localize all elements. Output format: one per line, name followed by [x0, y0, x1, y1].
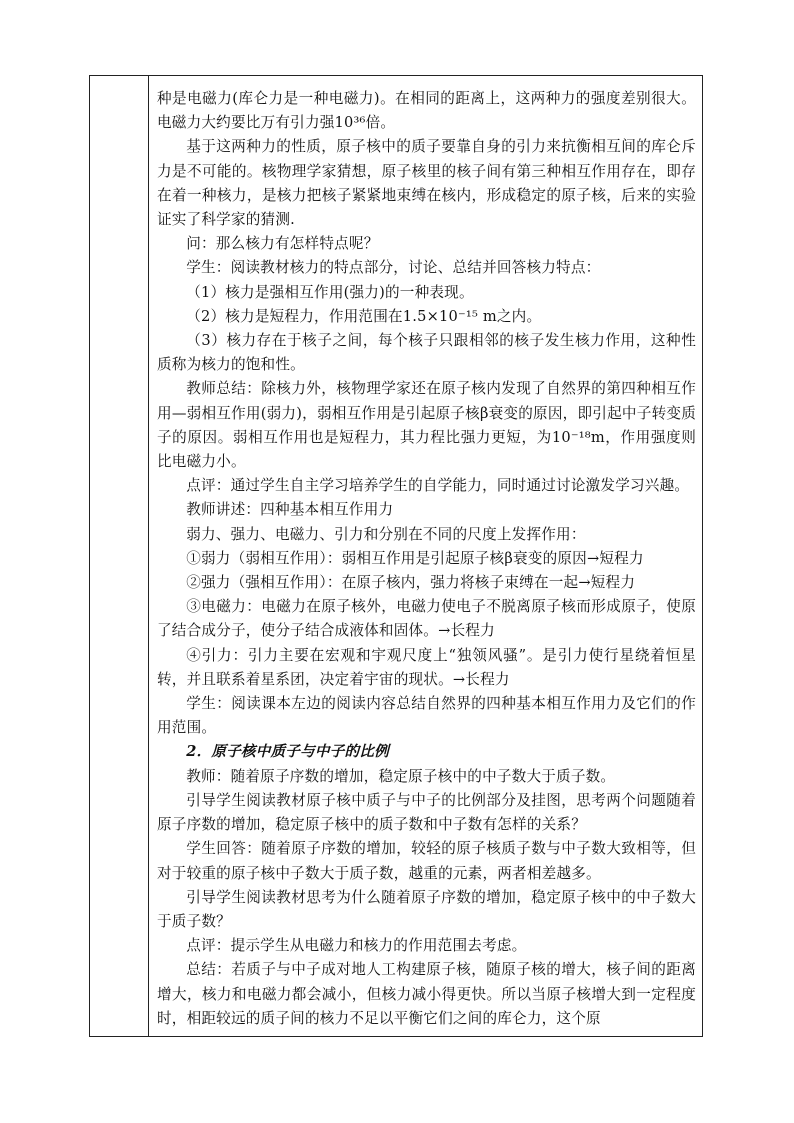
paragraph: ②强力（强相互作用）：在原子核内，强力将核子束缚在一起→短程力	[186, 574, 636, 592]
table-right-column	[149, 76, 702, 1036]
table-left-column	[90, 76, 149, 1036]
paragraph: （3）核力存在于核子之间，每个核子只跟相邻的核子发生核力作用，这种性质称为核力的饱和性。	[157, 332, 696, 374]
paragraph: 学生：阅读教材核力的特点部分，讨论、总结并回答核力特点：	[186, 259, 601, 277]
paragraph: ③电磁力：电磁力在原子核外，电磁力使电子不脱离原子核而形成原子，使原了结合成分子，使分子结合成液体和固体。→长程力	[157, 598, 696, 640]
paragraph: 问：那么核力有怎样特点呢？	[186, 235, 379, 253]
paragraph: ④引力：引力主要在宏观和宇观尺度上“独领风骚”。是引力使行星绕着恒星转，并且联系着星系团，决定着宇宙的现状。→长程力	[157, 646, 696, 688]
section-heading: 2．原子核中质子与中子的比例	[186, 743, 389, 761]
paragraph: 教师：随着原子序数的增加，稳定原子核中的中子数大于质子数。	[186, 767, 616, 785]
lesson-content	[157, 87, 696, 1031]
lesson-table	[89, 75, 703, 1037]
paragraph: 学生回答：随着原子序数的增加，较轻的原子核质子数与中子数大致相等，但对于较重的原子核中子数大于质子数，越重的元素，两者相差越多。	[157, 840, 696, 882]
paragraph: （2）核力是短程力，作用范围在1.5×10⁻¹⁵ m之内。	[186, 307, 542, 325]
paragraph: 种是电磁力(库仑力是一种电磁力)。在相同的距离上，这两种力的强度差别很大。电磁力大约要比万有引力强10³⁶倍。	[157, 90, 696, 132]
paragraph: 总结：若质子与中子成对地人工构建原子核，随原子核的增大，核子间的距离增大，核力和电磁力都会减小，但核力减小得更快。所以当原子核增大到一定程度时，相距较远的质子间的核力不足以平衡它们之间的库仑力，这个原	[157, 961, 696, 1027]
paragraph: 教师总结：除核力外，核物理学家还在原子核内发现了自然界的第四种相互作用—弱相互作用(弱力)，弱相互作用是引起原子核β衰变的原因，即引起中子转变质子的原因。弱相互作用也是短程力，其力程比强力更短，为10⁻¹⁸m，作用强度则比电磁力小。	[157, 380, 696, 471]
paragraph: 点评：通过学生自主学习培养学生的自学能力，同时通过讨论激发学习兴趣。	[186, 477, 690, 495]
paragraph: 弱力、强力、电磁力、引力和分别在不同的尺度上发挥作用：	[186, 525, 586, 543]
paragraph: （1）核力是强相互作用(强力)的一种表现。	[186, 283, 474, 301]
paragraph: ①弱力（弱相互作用）：弱相互作用是引起原子核β衰变的原因→短程力	[186, 549, 644, 567]
paragraph: 教师讲述：四种基本相互作用力	[186, 501, 394, 519]
paragraph: 基于这两种力的性质，原子核中的质子要靠自身的引力来抗衡相互间的库仑斥力是不可能的。核物理学家猜想，原子核里的核子间有第三种相互作用存在，即存在着一种核力，是核力把核子紧紧地束缚在核内，形成稳定的原子核，后来的实验证实了科学家的猜测.	[157, 138, 696, 229]
paragraph: 引导学生阅读教材原子核中质子与中子的比例部分及挂图，思考两个问题随着原子序数的增加，稳定原子核中的质子数和中子数有怎样的关系？	[157, 791, 696, 834]
paragraph: 学生：阅读课本左边的阅读内容总结自然界的四种基本相互作用力及它们的作用范围。	[157, 695, 696, 737]
paragraph: 引导学生阅读教材思考为什么随着原子序数的增加，稳定原子核中的中子数大于质子数？	[157, 888, 696, 930]
paragraph: 点评：提示学生从电磁力和核力的作用范围去考虑。	[186, 937, 527, 955]
